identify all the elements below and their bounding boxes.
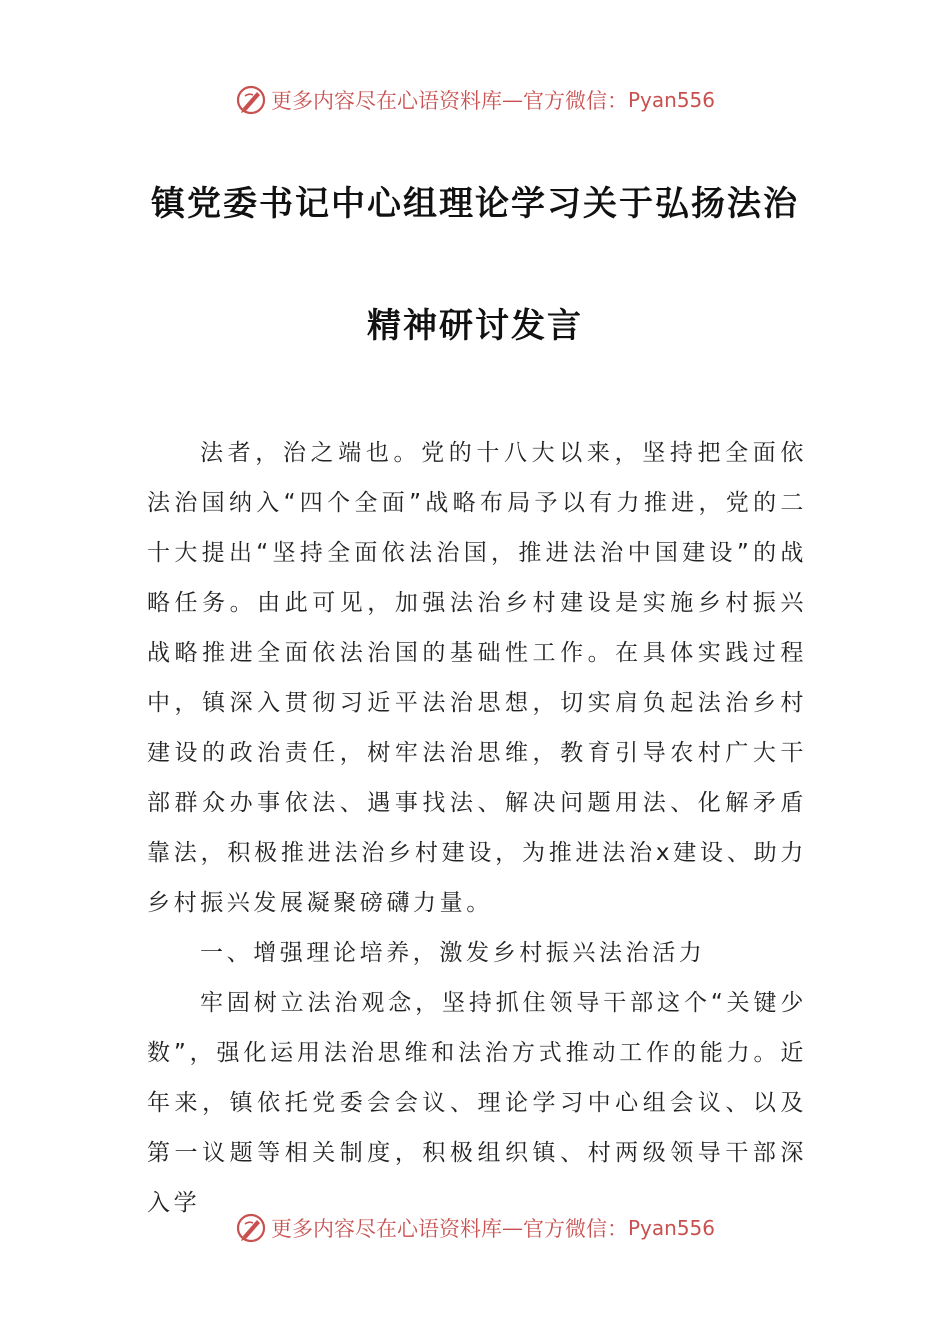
watermark-banner-bottom <box>0 1208 950 1248</box>
body-paragraph-section-1: 牢固树立法治观念，坚持抓住领导干部这个“关键少数”，强化运用法治思维和法治方式推动工作的能力。近年来，镇依托党委会会议、理论学习中心组会议、以及第一议题等相关制度，积极组织镇、村两级领导干部深入学 <box>147 990 807 1216</box>
section-heading-1: 一、增强理论培养，激发乡村振兴法治活力 <box>200 940 706 966</box>
document-body <box>147 428 807 1228</box>
pen-logo-icon <box>235 84 267 116</box>
watermark-separator: — <box>501 88 523 112</box>
watermark-brand: 更多内容尽在心语资料库 <box>270 89 502 113</box>
body-paragraph-intro: 法者，治之端也。党的十八大以来，坚持把全面依法治国纳入“四个全面”战略布局予以有力推进，党的二十大提出“坚持全面依法治国，推进法治中国建设”的战略任务。由此可见，加强法治乡村建设是实施乡村振兴战略推进全面依法治国的基础性工作。在具体实践过程中，镇深入贯彻习近平法治思想，切实肩负起法治乡村建设的政治责任，树牢法治思维，教育引导农村广大干部群众办事依法、遇事找法、解决问题用法、化解矛盾靠法，积极推进法治乡村建设，为推进法治x建设、助力乡村振兴发展凝聚磅礴力量。 <box>147 440 807 916</box>
document-title-line-2: 精神研讨发言 <box>367 306 583 346</box>
watermark-contact-label: 官方微信： <box>522 89 628 113</box>
watermark-brand: 更多内容尽在心语资料库 <box>270 1217 502 1241</box>
pen-logo-icon <box>235 1212 267 1244</box>
watermark-wechat-id: Pyan556 <box>627 1216 715 1240</box>
watermark-wechat-id: Pyan556 <box>627 88 715 112</box>
watermark-separator: — <box>501 1216 523 1240</box>
watermark-banner-top <box>0 80 950 120</box>
watermark-contact-label: 官方微信： <box>522 1217 628 1241</box>
document-title-line-1: 镇党委书记中心组理论学习关于弘扬法治 <box>151 184 799 224</box>
